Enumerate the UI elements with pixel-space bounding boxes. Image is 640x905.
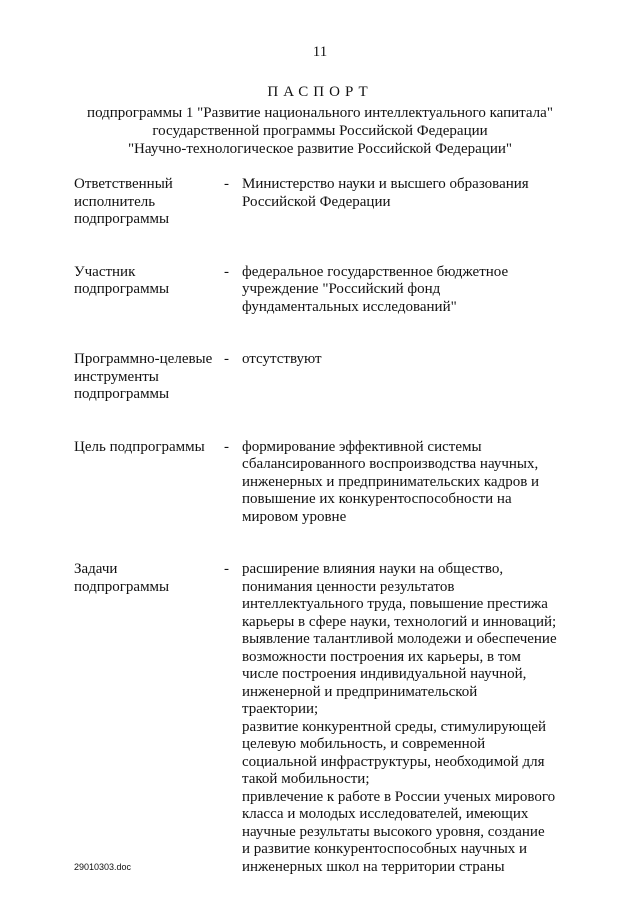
value-line: мировом уровне [242,508,347,525]
value-line: формирование эффективной системы [242,438,482,455]
document-title: ПАСПОРТ [267,84,373,100]
value-line: числе построения индивидуальной научной, [242,666,527,682]
value-line: расширение влияния науки на общество, [242,561,504,577]
value-line: траектории; [242,701,319,717]
row-value [240,176,572,211]
value-line: интеллектуального труда, повышение престижа [242,596,548,612]
value-line: Российской Федерации [242,193,391,210]
subtitle-line: подпрограммы 1 "Развитие национального интеллектуального капитала" [87,105,553,121]
value-line: развитие конкурентной среды, стимулирующей [242,718,547,735]
row-value [240,439,572,527]
row-label: Ответственный исполнитель подпрограммы [74,176,173,227]
passport-row-responsible [74,176,574,229]
value-line: выявление талантливой молодежи и обеспечение [242,631,557,647]
value-line: отсутствуют [242,351,322,367]
value-line: учреждение "Российский фонд [242,281,441,297]
subtitle-line: "Научно-технологическое развитие Российской Федерации" [127,141,513,157]
value-line: возможности построения их карьеры, в том [242,648,521,665]
subtitle-line: государственной программы Российской Федерации [152,123,488,139]
value-line: инженерных и предпринимательских кадров и [242,473,540,490]
value-line: и развитие конкурентоспособных научных и [242,841,528,857]
row-label: Цель подпрограммы [74,438,205,455]
passport-row-instruments [74,351,574,404]
row-dash: - [224,438,229,455]
passport-row-tasks [74,561,574,876]
value-line: инженерной и предпринимательской [242,683,478,700]
row-dash: - [224,263,229,280]
value-line: привлечение к работе в России ученых мирового [242,788,556,805]
passport-table [74,176,574,876]
value-line: целевую мобильность, и современной [242,736,486,752]
row-dash: - [224,561,229,577]
footer-file-code: 29010303.doc [74,862,132,872]
passport-row-participant [74,264,574,317]
value-line: класса и молодых исследователей, имеющих [242,806,529,822]
value-line: Министерство науки и высшего образования [242,176,529,192]
value-line: такой мобильности; [242,771,370,787]
value-line: федеральное государственное бюджетное [242,263,509,280]
value-line: фундаментальных исследований" [242,298,457,315]
value-line: сбалансированного воспроизводства научных, [242,456,539,472]
row-dash: - [224,351,229,367]
value-line: понимания ценности результатов [242,578,455,595]
row-value [240,264,572,317]
row-value [240,351,572,369]
row-dash: - [224,176,229,192]
row-label: Участник подпрограммы [74,263,170,297]
value-line: научные результаты высокого уровня, создание [242,823,545,840]
row-label: Задачи подпрограммы [74,561,170,595]
row-label: Программно-целевые инструменты подпрограммы [74,351,213,402]
value-line: повышение их конкурентоспособности на [242,491,512,507]
document-subtitle [0,104,640,158]
page-number: 11 [312,44,328,60]
value-line: карьеры в сфере науки, технологий и инноваций; [242,613,557,630]
passport-row-goal [74,439,574,527]
value-line: социальной инфраструктуры, необходимой для [242,753,545,770]
row-value [240,561,572,876]
value-line: инженерных школ на территории страны [242,858,505,875]
